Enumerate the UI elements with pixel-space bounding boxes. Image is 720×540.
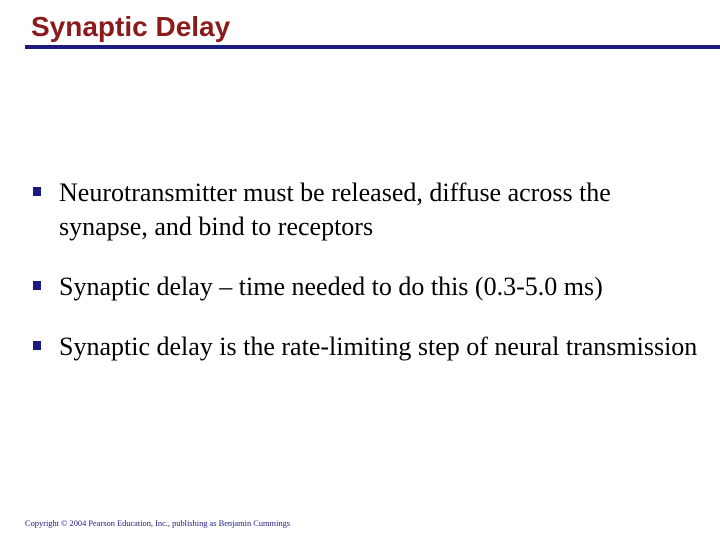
slide-title: Synaptic Delay [31,11,231,42]
title-underline [25,45,720,49]
square-bullet-icon [33,187,41,196]
bullet-item [33,176,703,244]
bullet-item [33,330,703,364]
bullet-list [33,176,703,390]
bullet-text: Neurotransmitter must be released, diffuse across the synapse, and bind to receptors [59,178,611,241]
square-bullet-icon [33,341,41,350]
bullet-text: Synaptic delay is the rate-limiting step of neural transmission [59,332,698,361]
copyright-footer: Copyright © 2004 Pearson Education, Inc., publishing as Benjamin Cummings [25,519,291,528]
bullet-text: Synaptic delay – time needed to do this (0.3-5.0 ms) [59,272,603,301]
bullet-item [33,270,703,304]
square-bullet-icon [33,281,41,290]
